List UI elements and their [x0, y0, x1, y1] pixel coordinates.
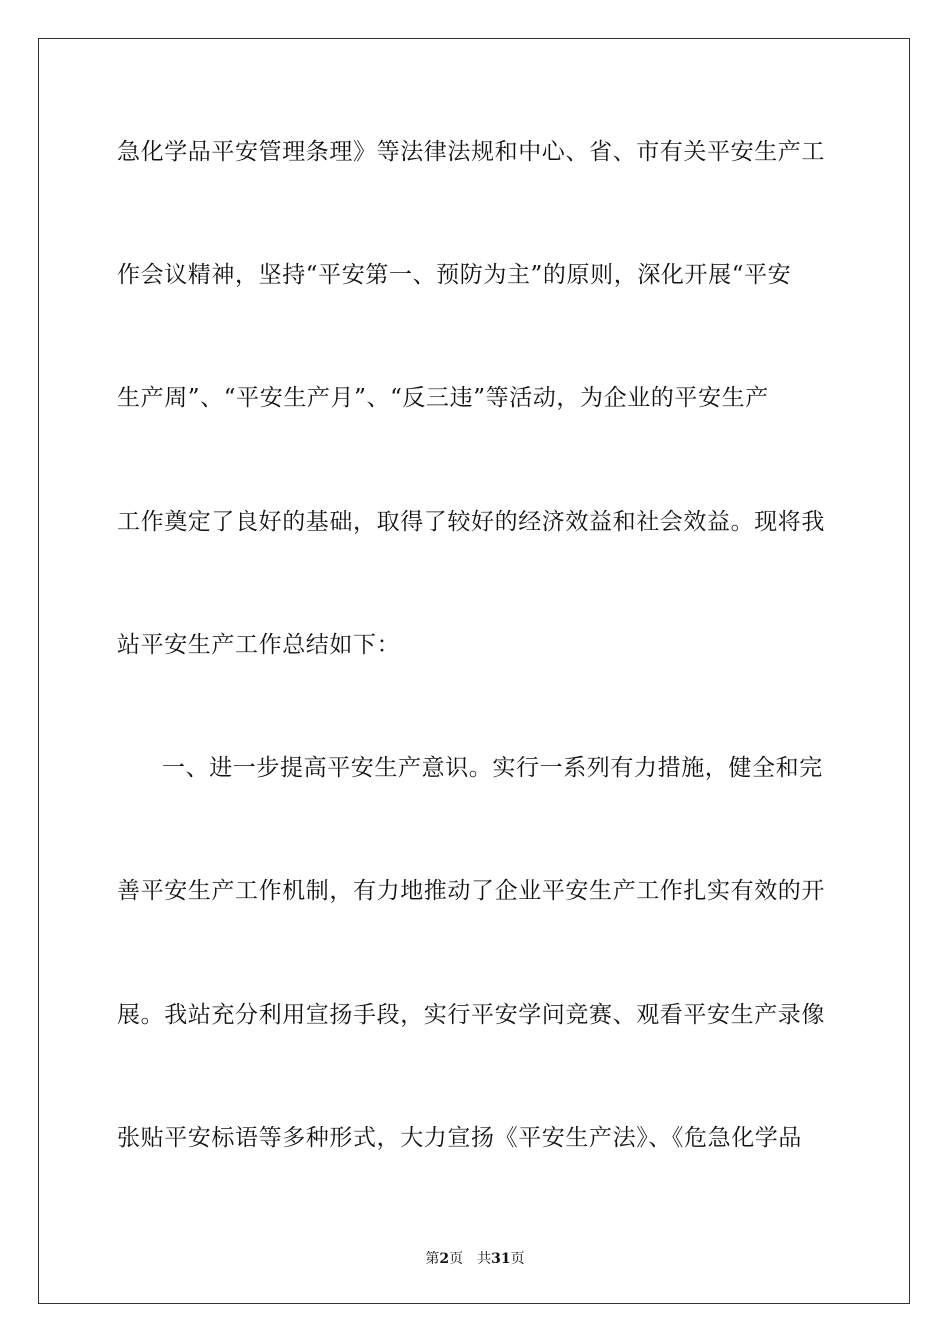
body-text-line: 工作奠定了良好的基础，取得了较好的经济效益和社会效益。现将我	[117, 509, 825, 535]
body-text-line: 善平安生产工作机制，有力地推动了企业平安生产工作扎实有效的开	[117, 878, 825, 904]
page-prefix: 第	[425, 1251, 440, 1267]
total-suffix: 页	[510, 1251, 525, 1267]
page-number: 2	[439, 1251, 450, 1267]
body-text-line: 展。我站充分利用宣扬手段，实行平安学问竞赛、观看平安生产录像	[117, 1002, 825, 1028]
body-text-line: 急化学品平安管理条理》等法律法规和中心、省、市有关平安生产工	[117, 139, 825, 165]
total-pages: 31	[491, 1251, 511, 1267]
body-text-line: 一、进一步提高平安生产意识。实行一系列有力措施，健全和完	[162, 755, 823, 781]
total-prefix: 共	[477, 1251, 492, 1267]
page-suffix: 页	[449, 1251, 464, 1267]
body-text-line: 作会议精神，坚持“平安第一、预防为主”的原则，深化开展“平安	[117, 262, 792, 288]
body-text-line: 生产周”、“平安生产月”、“反三违”等活动，为企业的平安生产	[117, 385, 769, 411]
body-text-line: 站平安生产工作总结如下：	[117, 632, 401, 658]
page-border	[38, 38, 910, 1304]
body-text-line: 张贴平安标语等多种形式，大力宣扬《平安生产法》、《危急化学品	[117, 1125, 802, 1151]
page-footer	[0, 1248, 950, 1268]
